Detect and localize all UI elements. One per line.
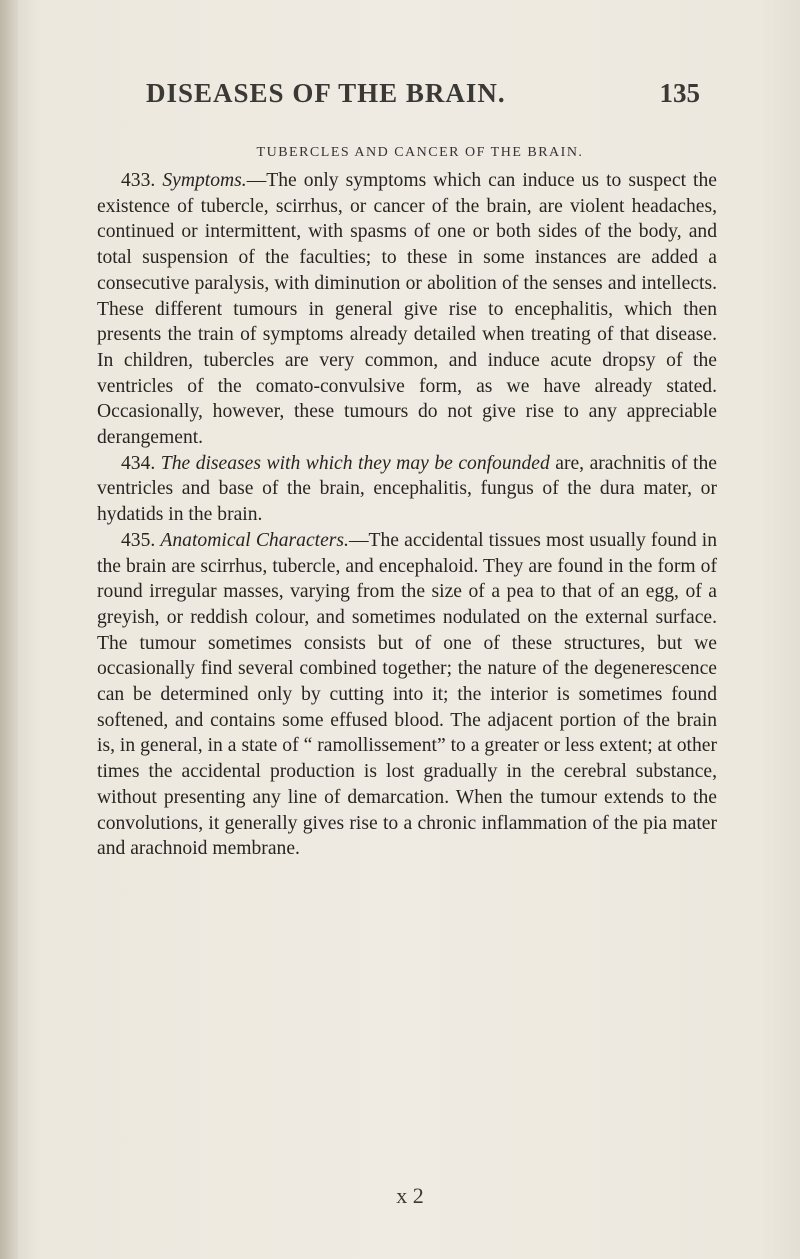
paragraph-number: 433. bbox=[121, 170, 156, 191]
paragraph-number: 434. bbox=[121, 452, 156, 474]
paragraph-number: 435. bbox=[121, 529, 156, 551]
paragraph-heading: The diseases with which they may be confounded bbox=[160, 452, 550, 474]
paragraph-433 bbox=[97, 168, 717, 451]
paragraph-text: —The accidental tissues most usually found in the brain are scirrhus, tubercle, and encephaloid. They are found in the form of round irregular masses, varying from the size of a pea to that of an egg, of a greyish, or reddish colour, and sometimes nodulated on the external surface. The tumour sometimes consists but of one of these structures, but we occasionally find several combined together; the nature of the degenerescence can be determined only by cutting into it; the interior is sometimes found softened, and contains some effused blood. The adjacent portion of the brain is, in general, in a state of “ ramollissement” to a greater or less extent; at other times the accidental production is lost gradually in the cerebral substance, without presenting any line of demarcation. When the tumour extends to the convolutions, it generally gives rise to a chronic inflammation of the pia mater and arachnoid membrane. bbox=[97, 529, 718, 860]
paragraph-heading: Symptoms. bbox=[162, 170, 247, 191]
signature-mark: x 2 bbox=[396, 1183, 424, 1208]
running-head-title: DISEASES OF THE BRAIN. bbox=[146, 78, 506, 108]
running-head bbox=[140, 78, 700, 118]
page-number: 135 bbox=[659, 78, 700, 108]
paragraph-heading: Anatomical Characters. bbox=[160, 529, 349, 551]
book-gutter bbox=[0, 0, 18, 1259]
paragraph-435 bbox=[97, 528, 717, 862]
paragraph-text: are, arachnitis of the ventricles and base of the brain, encephalitis, fungus of the dura mater, or hydatids in the brain. bbox=[97, 452, 717, 526]
paragraph-text: —The only symptoms which can induce us to suspect the existence of tubercle, scirrhus, or cancer of the brain, are violent headaches, continued or intermittent, with spasms of one or both sides of the body, and total suspension of the faculties; to these in some instances are added a consecutive paralysis, with diminution or abolition of the senses and intellects. These different tumours in general give rise to encephalitis, which then presents the train of symptoms already detailed when treating of that disease. In children, tubercles are very common, and induce acute dropsy of the ventricles of the comato-convulsive form, as we have already stated. Occasionally, however, these tumours do not give rise to any appreciable derangement. bbox=[97, 170, 717, 449]
section-heading: TUBERCLES AND CANCER OF THE BRAIN. bbox=[256, 145, 584, 160]
body-text bbox=[97, 168, 717, 862]
paragraph-434 bbox=[97, 451, 717, 528]
